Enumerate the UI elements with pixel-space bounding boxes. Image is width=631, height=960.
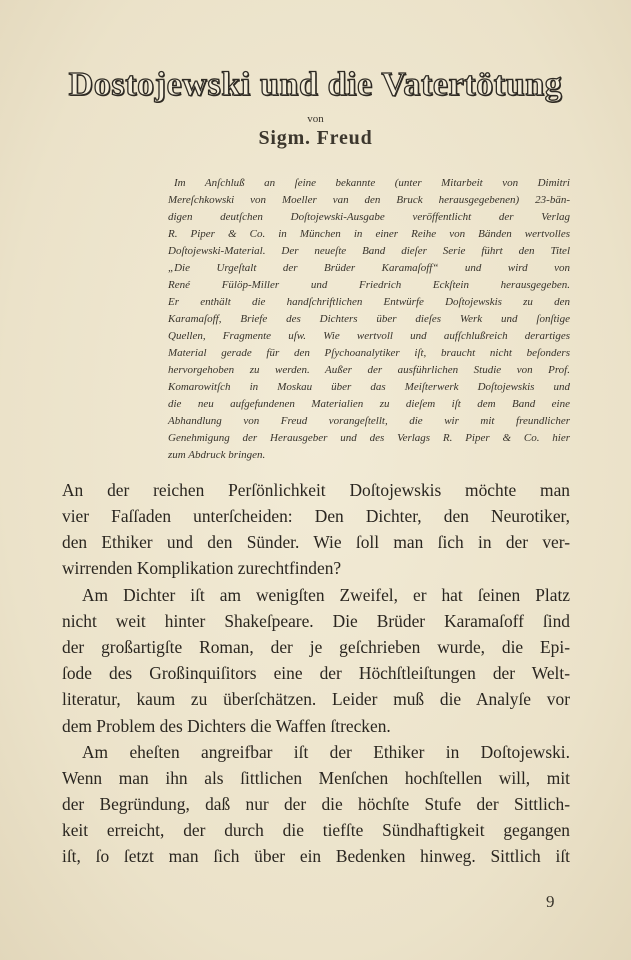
body-line: An der reichen Perſönlichkeit Doſtojewskis möchte man [62, 480, 570, 500]
body-line: dem Problem des Dichters die Waffen ſtrecken. [62, 716, 391, 736]
intro-line: digen deutſchen Doſtojewski-Ausgabe veröffentlicht der Verlag [168, 211, 570, 223]
body-line: Am eheſten angreifbar iſt der Ethiker in Doſtojewski. [82, 742, 570, 762]
intro-line: Abhandlung von Freud vorangeſtellt, die wir mit freundlicher [168, 415, 570, 427]
intro-line: Er enthält die handſchriftlichen Entwürfe Doſtojewskis zu den [168, 296, 570, 308]
body-line: wirrenden Komplikation zurechtfinden? [62, 558, 342, 578]
intro-line: „Die Urgeſtalt der Brüder Karamaſoff“ und wird von [168, 262, 570, 274]
body-line: der großartigſte Roman, der je geſchrieben wurde, die Epi- [62, 637, 570, 657]
intro-line: Genehmigung der Herausgeber und des Verlags R. Piper & Co. hier [168, 432, 570, 444]
intro-line: die neu aufgefundenen Materialien zu dieſem iſt dem Band eine [168, 398, 570, 410]
chapter-title: Dostojewski und die Vatertötung [68, 66, 563, 103]
intro-line: zum Abdruck bringen. [168, 449, 266, 461]
body-line: iſt, ſo ſetzt man ſich über ein Bedenken hinweg. Sittlich iſt [62, 846, 570, 866]
body-line: ſode des Großinquiſitors eine der Höchſtleiſtungen der Welt- [62, 663, 570, 683]
body-line: Am Dichter iſt am wenigſten Zweifel, er hat ſeinen Platz [82, 585, 570, 605]
intro-line: hervorgehoben zu werden. Außer der ausführlichen Studie von Prof. [168, 364, 570, 376]
body-line: vier Faſſaden unterſcheiden: Den Dichter, den Neurotiker, [62, 506, 570, 526]
intro-line: Doſtojewski-Material. Der neueſte Band dieſer Serie führt den Titel [168, 245, 570, 257]
page-number: 9 [546, 892, 555, 911]
body-line: literatur, kaum zu überſchätzen. Leider muß die Analyſe vor [62, 689, 570, 709]
body-line: keit erreicht, der durch die tiefſte Sündhaftigkeit gegangen [62, 820, 570, 840]
intro-line: René Fülöp-Miller und Friedrich Eckſtein herausgegeben. [168, 279, 570, 291]
intro-line: Mereſchkowski von Moeller van den Bruck herausgegebenen) 23-bän- [168, 194, 570, 206]
author-name: Sigm. Freud [258, 127, 373, 149]
intro-line: Material gerade für den Pſychoanalytiker iſt, braucht nicht beſonders [168, 347, 570, 359]
body-line: der Begründung, daß nur der die höchſte Stufe der Sittlich- [62, 794, 570, 814]
byline-von: von [307, 113, 324, 125]
intro-line: Karamaſoff, Briefe des Dichters über dieſes Werk und ſonſtige [168, 313, 570, 325]
intro-line: R. Piper & Co. in München in einer Reihe von Bänden wertvolles [168, 228, 570, 240]
body-line: den Ethiker und den Sünder. Wie ſoll man ſich in der ver- [62, 532, 570, 552]
intro-line: Quellen, Fragmente uſw. Wie wertvoll und aufſchlußreich derartiges [168, 330, 570, 342]
intro-line: Komarowitſch in Moskau über das Meiſterwerk Doſtojewskis und [168, 381, 570, 393]
intro-line: Im Anſchluß an ſeine bekannte (unter Mitarbeit von Dimitri [174, 177, 570, 189]
body-line: Wenn man ihn als ſittlichen Menſchen hochſtellen will, mit [62, 768, 570, 788]
body-line: nicht weit hinter Shakeſpeare. Die Brüder Karamaſoff ſind [62, 611, 570, 631]
